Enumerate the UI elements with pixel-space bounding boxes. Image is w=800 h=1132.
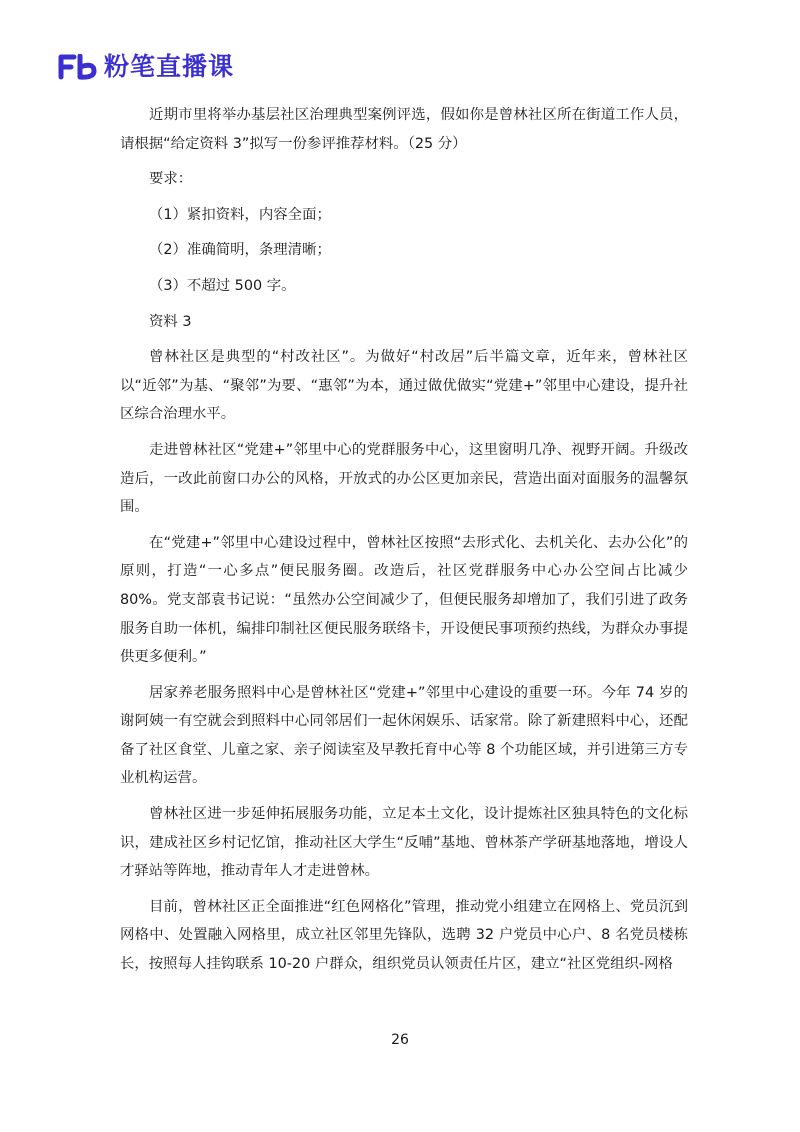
material-paragraph: 居家养老服务照料中心是曾林社区“党建+”邻里中心建设的重要一环。今年 74 岁的谢阿姨一有空就会到照料中心同邻居们一起休闲娱乐、话家常。除了新建照料中心，还配备了社区食堂、儿童之家、亲子阅读室及早教托育中心等 8 个功能区域，并引进第三方专业机构运营。 xyxy=(120,684,688,787)
requirement-item: （3）不超过 500 字。 xyxy=(149,277,296,294)
document-body xyxy=(120,101,688,986)
material-paragraph: 走进曾林社区“党建+”邻里中心的党群服务中心，这里窗明几净、视野开阔。升级改造后，一改此前窗口办公的风格，开放式的办公区更加亲民，营造出面对面服务的温馨氛围。 xyxy=(120,441,688,516)
brand-name: 粉笔直播课 xyxy=(104,52,235,81)
requirement-item: （2）准确简明，条理清晰； xyxy=(149,242,331,259)
brand-header xyxy=(58,50,234,84)
question-text: 近期市里将举办基层社区治理典型案例评选，假如你是曾林社区所在街道工作人员，请根据“给定资料 3”拟写一份参评推荐材料。（25 分） xyxy=(120,107,688,152)
material-paragraph: 目前，曾林社区正全面推进“红色网格化”管理，推动党小组建立在网格上、党员沉到网格中、处置融入网格里，成立社区邻里先锋队，选聘 32 户党员中心户、8 名党员楼栋长，按照每人挂钩联系 10-20 户群众，组织党员认领责任片区，建立“社区党组织-网格 xyxy=(120,898,688,973)
requirement-item: （1）紧扣资料，内容全面； xyxy=(149,206,331,223)
requirements-title: 要求： xyxy=(149,171,193,188)
fenbi-logo-icon xyxy=(58,54,98,80)
material-title: 资料 3 xyxy=(149,313,192,330)
page-number: 26 xyxy=(391,1032,409,1048)
material-paragraph: 在“党建+”邻里中心建设过程中，曾林社区按照“去形式化、去机关化、去办公化”的原则，打造“一心多点”便民服务圈。改造后，社区党群服务中心办公空间占比减少 80%。党支部袁书记说：“虽然办公空间减少了，但便民服务却增加了，我们引进了政务服务自助一体机，编排印制社区便民服务联络卡，开设便民事项预约热线，为群众办事提供更多便利。” xyxy=(120,534,688,666)
material-paragraph: 曾林社区进一步延伸拓展服务功能，立足本土文化，设计提炼社区独具特色的文化标识，建成社区乡村记忆馆，推动社区大学生“反哺”基地、曾林茶产学研基地落地，增设人才驿站等阵地，推动青年人才走进曾林。 xyxy=(120,806,688,880)
material-paragraph: 曾林社区是典型的“村改社区”。为做好“村改居”后半篇文章，近年来，曾林社区以“近邻”为基、“聚邻”为要、“惠邻”为本，通过做优做实“党建+”邻里中心建设，提升社区综合治理水平。 xyxy=(120,349,688,423)
